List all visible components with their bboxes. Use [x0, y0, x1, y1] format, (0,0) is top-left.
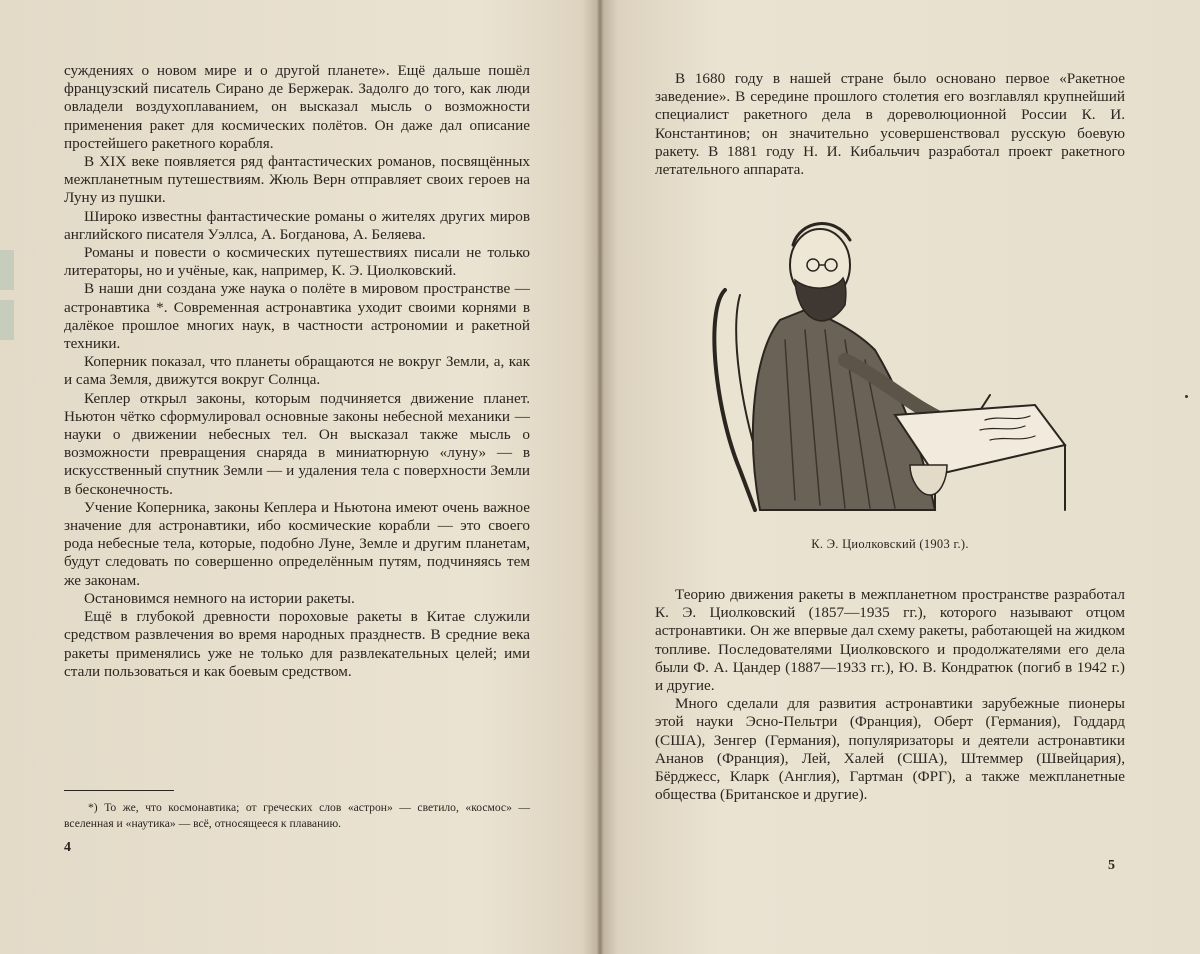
page-edge-mark: [0, 250, 14, 290]
page-number-left: 4: [64, 840, 71, 855]
page-number-right: 5: [1108, 858, 1115, 873]
left-page-body: [64, 62, 530, 681]
illustration-caption: К. Э. Циолковский (1903 г.).: [811, 537, 969, 551]
paragraph: Романы и повести о космических путешествиях писали не только литераторы, но и учёные, как, например, К. Э. Циолковский.: [64, 244, 530, 280]
page-edge-mark: [0, 300, 14, 340]
paragraph: суждениях о новом мире и о другой планете». Ещё дальше пошёл французский писатель Сирано де Бержерак. Задолго до того, как люди овладели воздухоплаванием, он высказал мысль о возможности применения ракет для космических полётов. Он даже дал описание простейшего ракетного корабля.: [64, 62, 530, 152]
right-page: [600, 0, 1200, 954]
book-gutter: [596, 0, 604, 954]
footnote: *) То же, что космонавтика; от греческих слов «астрон» — светило, «космос» — вселенная и «наутика» — всё, относящееся к плаванию.: [64, 801, 530, 830]
paragraph: В 1680 году в нашей стране было основано первое «Ракетное заведение». В середине прошлого столетия его возглавлял крупнейший специалист ракетного дела в дореволюционной России К. И. Константинов; он значительно усовершенствовал русскую боевую ракету. В 1881 году Н. И. Кибальчич разработал проект ракетного летательного аппарата.: [655, 70, 1125, 179]
footnote-divider: [64, 790, 174, 791]
paragraph: Учение Коперника, законы Кеплера и Ньютона имеют очень важное значение для астронавтики, ибо космические корабли — это своего рода небесные тела, которые, подобно Луне, Земле и другим планетам, будут следовать по совершенно определённым путям, подчиняясь тем же законам.: [64, 498, 530, 589]
paragraph: Коперник показал, что планеты обращаются не вокруг Земли, а, как и сама Земля, движутся вокруг Солнца.: [64, 353, 530, 389]
paragraph: Остановимся немного на истории ракеты.: [84, 589, 355, 607]
right-page-top-text: [655, 70, 1125, 179]
paragraph: В наши дни создана уже наука о полёте в мировом пространстве — астронавтика *. Современная астронавтика уходит своими корнями в далёкое прошлое многих наук, в частности астрономии и ракетной техники.: [64, 280, 530, 353]
paragraph: Много сделали для развития астронавтики зарубежные пионеры этой науки Эсно-Пельтри (Франция), Оберт (Германия), Годдард (США), Зенгер (Германия), популяризаторы и деятели астронавтики Ананов (Франция), Лей, Халей (США), Штеммер (Швейцария), Бёрджесс, Кларк (Англия), Гартман (ФРГ), а также межпланетные общества (Британское и другие).: [655, 695, 1125, 804]
paragraph: Теорию движения ракеты в межпланетном пространстве разработал К. Э. Циолковский (1857—1935 гг.), которого называют отцом астронавтики. Он же впервые дал схему ракеты, работающей на жидком топливе. Последователями Циолковского и продолжателями его дела были Ф. А. Цандер (1887—1933 гг.), Ю. В. Кондратюк (погиб в 1942 г.) и другие.: [655, 586, 1125, 695]
right-page-bottom-text: [655, 586, 1125, 804]
paragraph: В XIX веке появляется ряд фантастических романов, посвящённых межпланетным путешествиям. Жюль Верн отправляет своих героев на Луну из пушки.: [64, 153, 530, 207]
portrait-illustration: [685, 210, 1071, 520]
paragraph: Кеплер открыл законы, которым подчиняется движение планет. Ньютон чётко сформулировал основные законы небесной механики — науки о движении небесных тел. Он высказал также мысль о возможности превращения снаряда в миниатюрную «луну» — в искусственный спутник Земли — и удаления тела с поверхности Земли в бесконечность.: [64, 389, 530, 498]
paragraph: Широко известны фантастические романы о жителях других миров английского писателя Уэллса, А. Богданова, А. Беляева.: [64, 207, 530, 243]
paragraph: Ещё в глубокой древности пороховые ракеты в Китае служили средством развлечения во время народных празднеств. В средние века ракеты применялись уже не только для развлекательных целей; ими стали пользоваться и как боевым средством.: [64, 608, 530, 680]
paper-speck: [1185, 395, 1188, 398]
